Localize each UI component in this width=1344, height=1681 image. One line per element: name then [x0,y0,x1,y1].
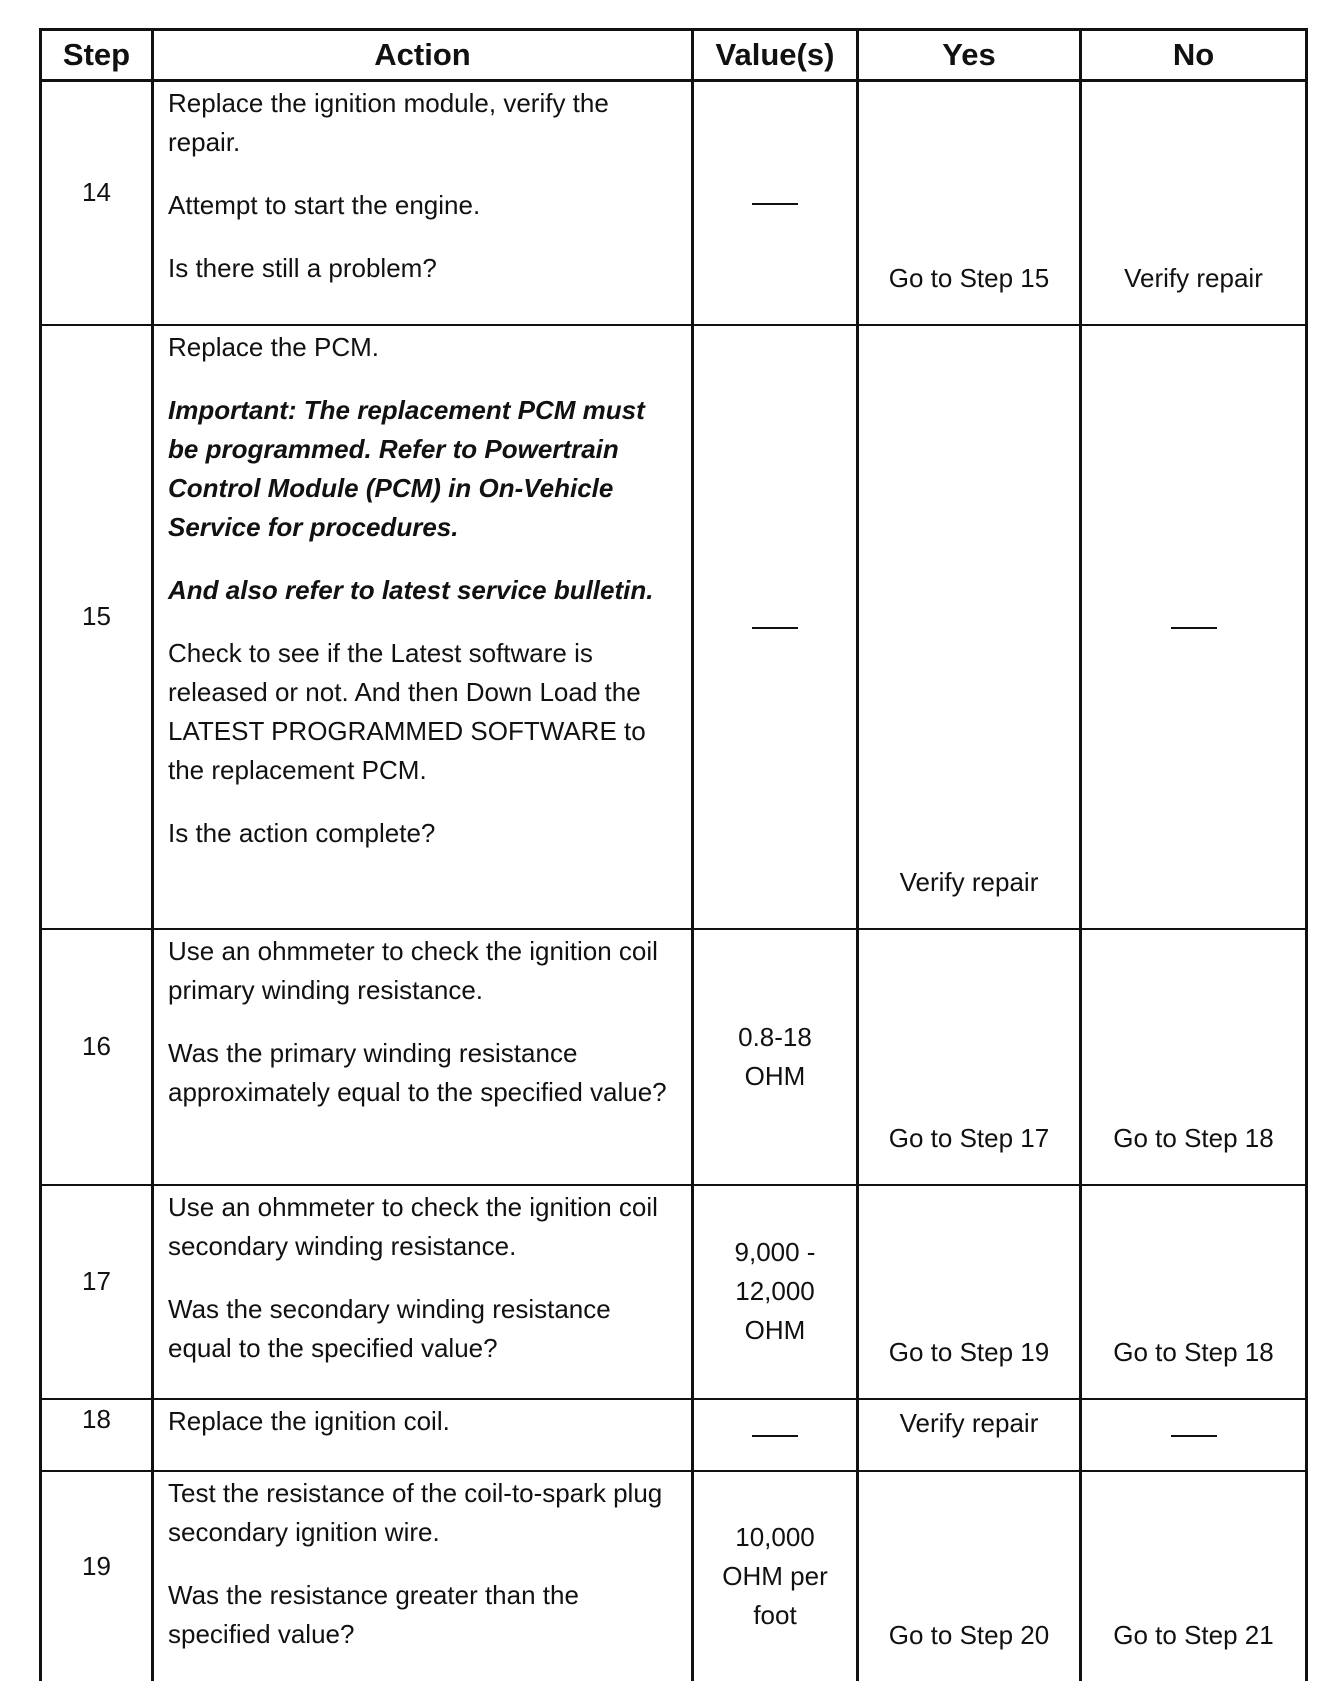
action-text: Use an ohmmeter to check the ignition coil secondary winding resistance. [168,1191,658,1261]
value-line: 0.8-18 [738,1021,812,1052]
no-cell: Go to Step 18 [1081,929,1307,1185]
dash-symbol [1171,627,1217,629]
header-action: Action [153,30,693,81]
value-line: 10,000 [735,1521,815,1552]
dash-symbol [752,203,798,205]
step-number [41,929,153,1185]
no-cell [1081,1399,1307,1471]
action-text: Use an ohmmeter to check the ignition coil primary winding resistance. [168,935,658,1005]
value-line: OHM [744,1060,806,1091]
step-number [41,1399,153,1471]
step-number-text: 16 [82,1031,111,1061]
table-row-step-15 [41,325,1307,929]
value-line: 9,000 - [734,1237,816,1267]
no-cell: Go to Step 18 [1081,1185,1307,1399]
action-cell [153,1185,693,1399]
no-cell: Verify repair [1081,81,1307,325]
header-row [41,30,1307,81]
step-number-text: 14 [82,177,111,208]
yes-cell: Go to Step 20 [858,1471,1081,1681]
step-number-text: 18 [82,1403,111,1434]
step-number-text: 15 [82,601,111,631]
action-text: Replace the PCM. [168,331,379,362]
yes-cell: Go to Step 15 [858,81,1081,325]
diagnostic-table [39,28,1308,1681]
header-value: Value(s) [693,30,858,81]
action-question: Was the primary winding resistance approximately equal to the specified value? [168,1037,667,1107]
step-number-text: 19 [82,1550,111,1581]
yes-cell: Verify repair [858,1399,1081,1471]
action-text: Check to see if the Latest software is released or not. And then Down Load the LATEST PROGRAMMED SOFTWARE to the replacement PCM. [168,637,646,785]
action-text: Replace the ignition coil. [168,1405,450,1436]
value-cell [693,325,858,929]
action-text: Replace the ignition module, verify the repair. [168,88,609,157]
value-line: OHM per [722,1560,828,1591]
table-row-step-17 [41,1185,1307,1399]
table-row-step-16 [41,929,1307,1185]
action-cell [153,81,693,325]
action-question: Was the secondary winding resistance equal to the specified value? [168,1293,611,1363]
step-number [41,81,153,325]
yes-cell: Go to Step 19 [858,1185,1081,1399]
action-text: Test the resistance of the coil-to-spark plug secondary ignition wire. [168,1477,663,1547]
table-row-step-14 [41,81,1307,325]
value-cell [693,1399,858,1471]
action-cell [153,1471,693,1681]
value-cell [693,81,858,325]
yes-cell: Go to Step 17 [858,929,1081,1185]
action-cell [153,1399,693,1471]
value-cell [693,1185,858,1399]
no-cell [1081,325,1307,929]
table-row-step-19 [41,1471,1307,1681]
dash-symbol [1171,1435,1217,1437]
dash-symbol [752,627,798,629]
action-question: Is there still a problem? [168,253,437,283]
value-line: 12,000 [735,1276,815,1306]
dash-symbol [752,1435,798,1437]
header-step: Step [41,30,153,81]
value-line: foot [753,1599,797,1630]
action-question: Is the action complete? [168,817,436,848]
important-note: Important: The replacement PCM must be programmed. Refer to Powertrain Control Module (PCM) in On-Vehicle Service for procedures. [168,394,645,542]
yes-cell: Verify repair [858,325,1081,929]
value-cell [693,929,858,1185]
header-yes: Yes [858,30,1081,81]
action-question: Was the resistance greater than the specified value? [168,1579,579,1649]
value-cell [693,1471,858,1681]
step-number [41,1185,153,1399]
table-row-step-18 [41,1399,1307,1471]
step-number-text: 17 [82,1266,111,1296]
action-text: Attempt to start the engine. [168,190,481,220]
bulletin-note: And also refer to latest service bulletin. [168,574,654,605]
action-cell [153,325,693,929]
action-cell [153,929,693,1185]
header-no: No [1081,30,1307,81]
value-line: OHM [744,1315,806,1345]
step-number [41,1471,153,1681]
no-cell: Go to Step 21 [1081,1471,1307,1681]
step-number [41,325,153,929]
